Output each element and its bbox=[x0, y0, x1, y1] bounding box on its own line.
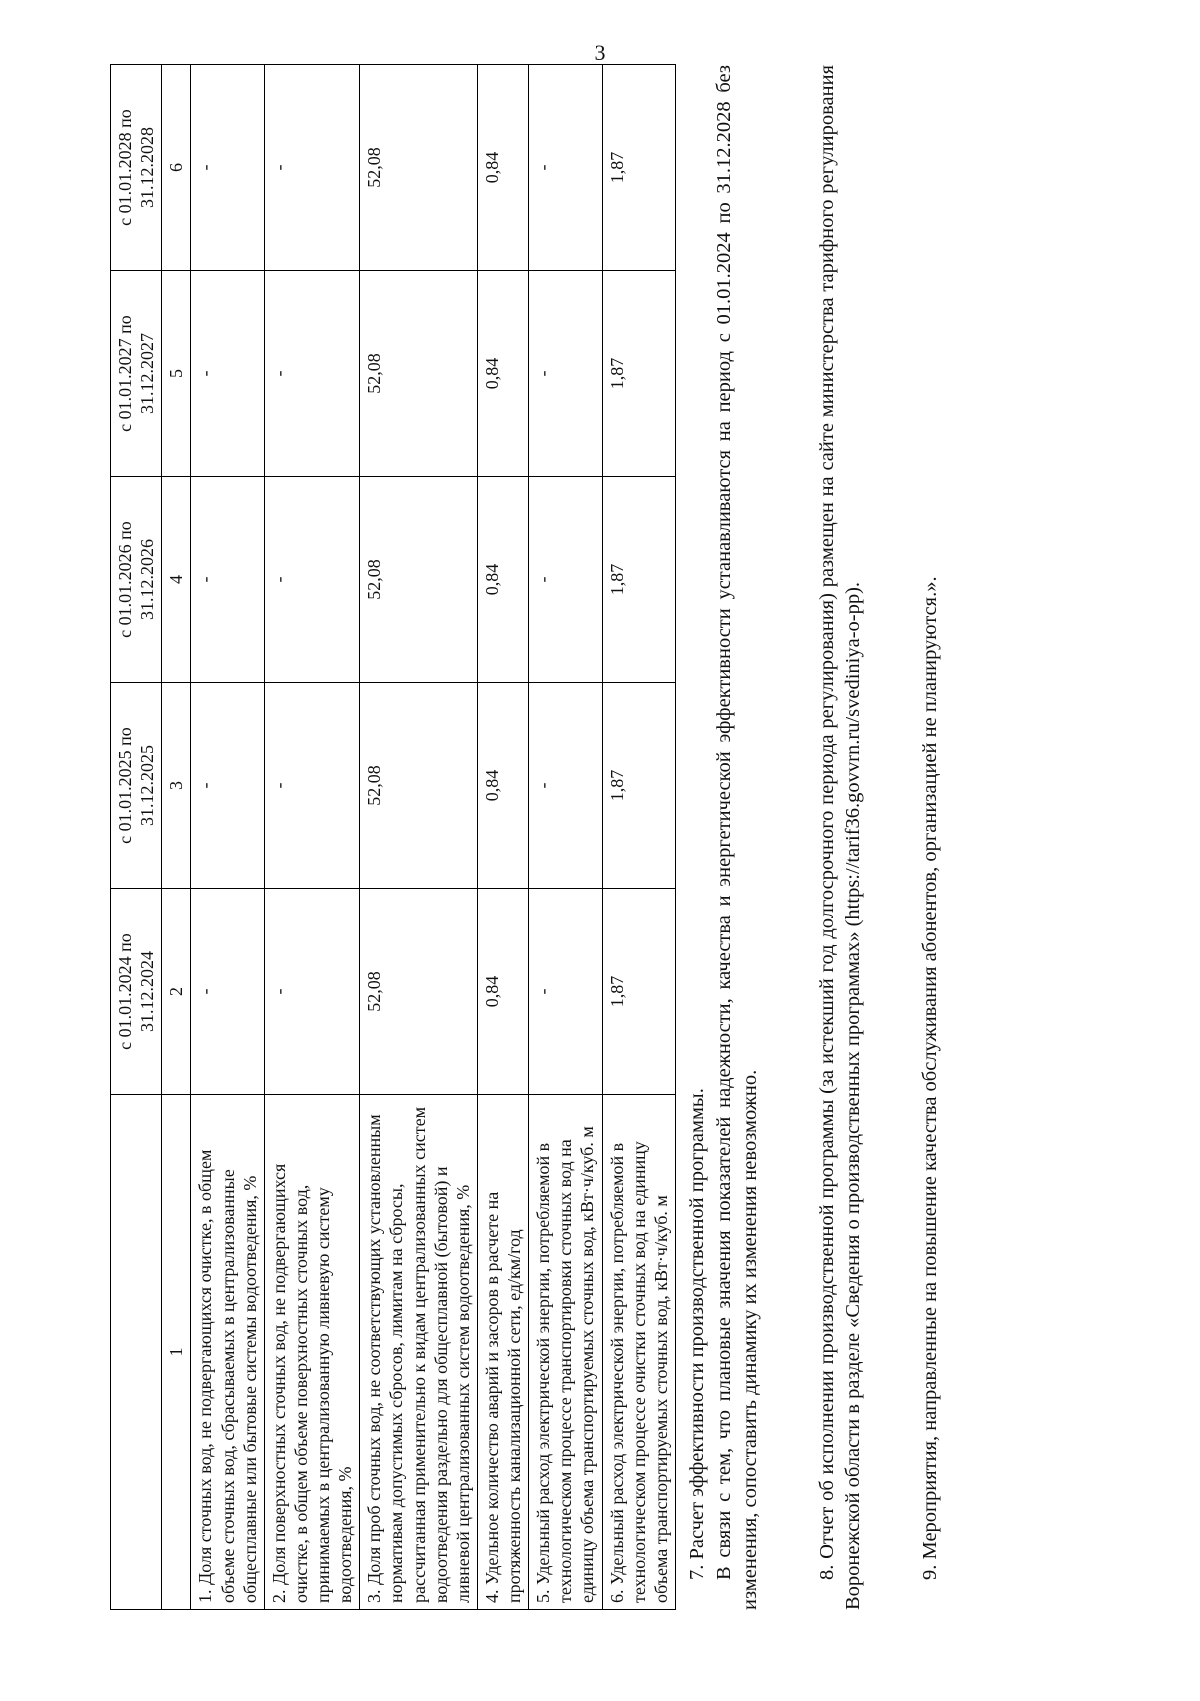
indicator-value: - bbox=[529, 477, 602, 683]
indicator-value: 1,87 bbox=[602, 889, 675, 1095]
indicator-value: - bbox=[191, 889, 264, 1095]
indicator-name: 6. Удельный расход электрической энергии, потребляемой в технологическом процессе очистки сточных вод на единицу объема транспортируемых сточных вод, кВт·ч/куб. м bbox=[602, 1095, 675, 1610]
indicators-table bbox=[110, 64, 676, 1610]
header-period-2025: с 01.01.2025 по 31.12.2025 bbox=[111, 683, 162, 889]
column-number: 2 bbox=[162, 889, 191, 1095]
section-8-report: 8. Отчет об исполнении производственной программы (за истекший год долгосрочного периода регулирования) размещен на сайте министерства тарифного регулирования Воронежской области в разделе «Сведения о производственных программах» (https://tarif36.govvrn.ru/svediniya-o-pp). bbox=[815, 65, 865, 1610]
indicator-value: - bbox=[529, 65, 602, 271]
table-row bbox=[360, 65, 478, 1610]
indicator-value: - bbox=[529, 271, 602, 477]
table-row bbox=[529, 65, 602, 1610]
table-header-row bbox=[111, 65, 162, 1610]
header-period-2028: с 01.01.2028 по 31.12.2028 bbox=[111, 65, 162, 271]
indicator-value: - bbox=[529, 889, 602, 1095]
indicator-value: 0,84 bbox=[477, 889, 528, 1095]
indicator-value: 0,84 bbox=[477, 65, 528, 271]
indicator-value: 1,87 bbox=[602, 271, 675, 477]
body-text bbox=[684, 65, 944, 1610]
column-number-row bbox=[162, 65, 191, 1610]
indicator-value: 1,87 bbox=[602, 65, 675, 271]
indicator-value: - bbox=[264, 889, 360, 1095]
indicator-name: 5. Удельный расход электрической энергии, потребляемой в технологическом процессе транспортировки сточных вод на единицу объема транспортируемых сточных вод, кВт·ч/куб. м bbox=[529, 1095, 602, 1610]
indicator-value: - bbox=[264, 683, 360, 889]
indicator-value: - bbox=[191, 683, 264, 889]
table-row bbox=[477, 65, 528, 1610]
indicator-value: 52,08 bbox=[360, 889, 478, 1095]
column-number: 1 bbox=[162, 1095, 191, 1610]
indicator-value: - bbox=[191, 65, 264, 271]
indicator-value: - bbox=[264, 477, 360, 683]
indicator-value: 52,08 bbox=[360, 271, 478, 477]
table-row bbox=[191, 65, 264, 1610]
table-row bbox=[264, 65, 360, 1610]
section-7-title: 7. Расчет эффективности производственной программы. bbox=[685, 1088, 708, 1580]
column-number: 3 bbox=[162, 683, 191, 889]
header-period-2027: с 01.01.2027 по 31.12.2027 bbox=[111, 271, 162, 477]
indicator-value: 52,08 bbox=[360, 477, 478, 683]
indicator-value: - bbox=[191, 477, 264, 683]
column-number: 4 bbox=[162, 477, 191, 683]
indicator-name: 2. Доля поверхностных сточных вод, не подвергающихся очистке, в общем объеме поверхностных сточных вод, принимаемых в централизованную ливневую систему водоотведения, % bbox=[264, 1095, 360, 1610]
indicator-value: - bbox=[529, 683, 602, 889]
page-number: 3 bbox=[594, 40, 606, 65]
indicator-name: 1. Доля сточных вод, не подвергающихся очистке, в общем объеме сточных вод, сбрасываемых в централизованные общесплавные или бытовые системы водоотведения, % bbox=[191, 1095, 264, 1610]
indicator-value: - bbox=[264, 271, 360, 477]
header-period-2026: с 01.01.2026 по 31.12.2026 bbox=[111, 477, 162, 683]
indicator-value: 0,84 bbox=[477, 683, 528, 889]
indicator-value: 52,08 bbox=[360, 65, 478, 271]
indicator-value: 0,84 bbox=[477, 477, 528, 683]
header-indicator bbox=[111, 1095, 162, 1610]
indicator-name: 3. Доля проб сточных вод, не соответствующих установленным нормативам допустимых сбросов, лимитам на сбросы, рассчитанная применительно к видам централизованных систем водоотведения раздельно для общесплавной (бытовой) и ливневой централизованных систем водоотведения, % bbox=[360, 1095, 478, 1610]
indicator-value: - bbox=[264, 65, 360, 271]
indicator-value: 0,84 bbox=[477, 271, 528, 477]
column-number: 5 bbox=[162, 271, 191, 477]
section-9-measures: 9. Мероприятия, направленные на повышение качества обслуживания абонентов, организацией не планируются.». bbox=[919, 576, 942, 1580]
indicator-value: 52,08 bbox=[360, 683, 478, 889]
indicator-value: 1,87 bbox=[602, 683, 675, 889]
section-7-body: В связи с тем, что плановые значения показателей надежности, качества и энергетической эффективности устанавливаются на период с 01.01.2024 по 31.12.2028 без изменения, сопоставить динамику их изменения невозможно. bbox=[712, 65, 762, 1610]
table-row bbox=[602, 65, 675, 1610]
rotated-content bbox=[110, 65, 1110, 1610]
indicator-value: 1,87 bbox=[602, 477, 675, 683]
column-number: 6 bbox=[162, 65, 191, 271]
indicator-name: 4. Удельное количество аварий и засоров в расчете на протяженность канализационной сети, ед/км/год bbox=[477, 1095, 528, 1610]
header-period-2024: с 01.01.2024 по 31.12.2024 bbox=[111, 889, 162, 1095]
indicator-value: - bbox=[191, 271, 264, 477]
